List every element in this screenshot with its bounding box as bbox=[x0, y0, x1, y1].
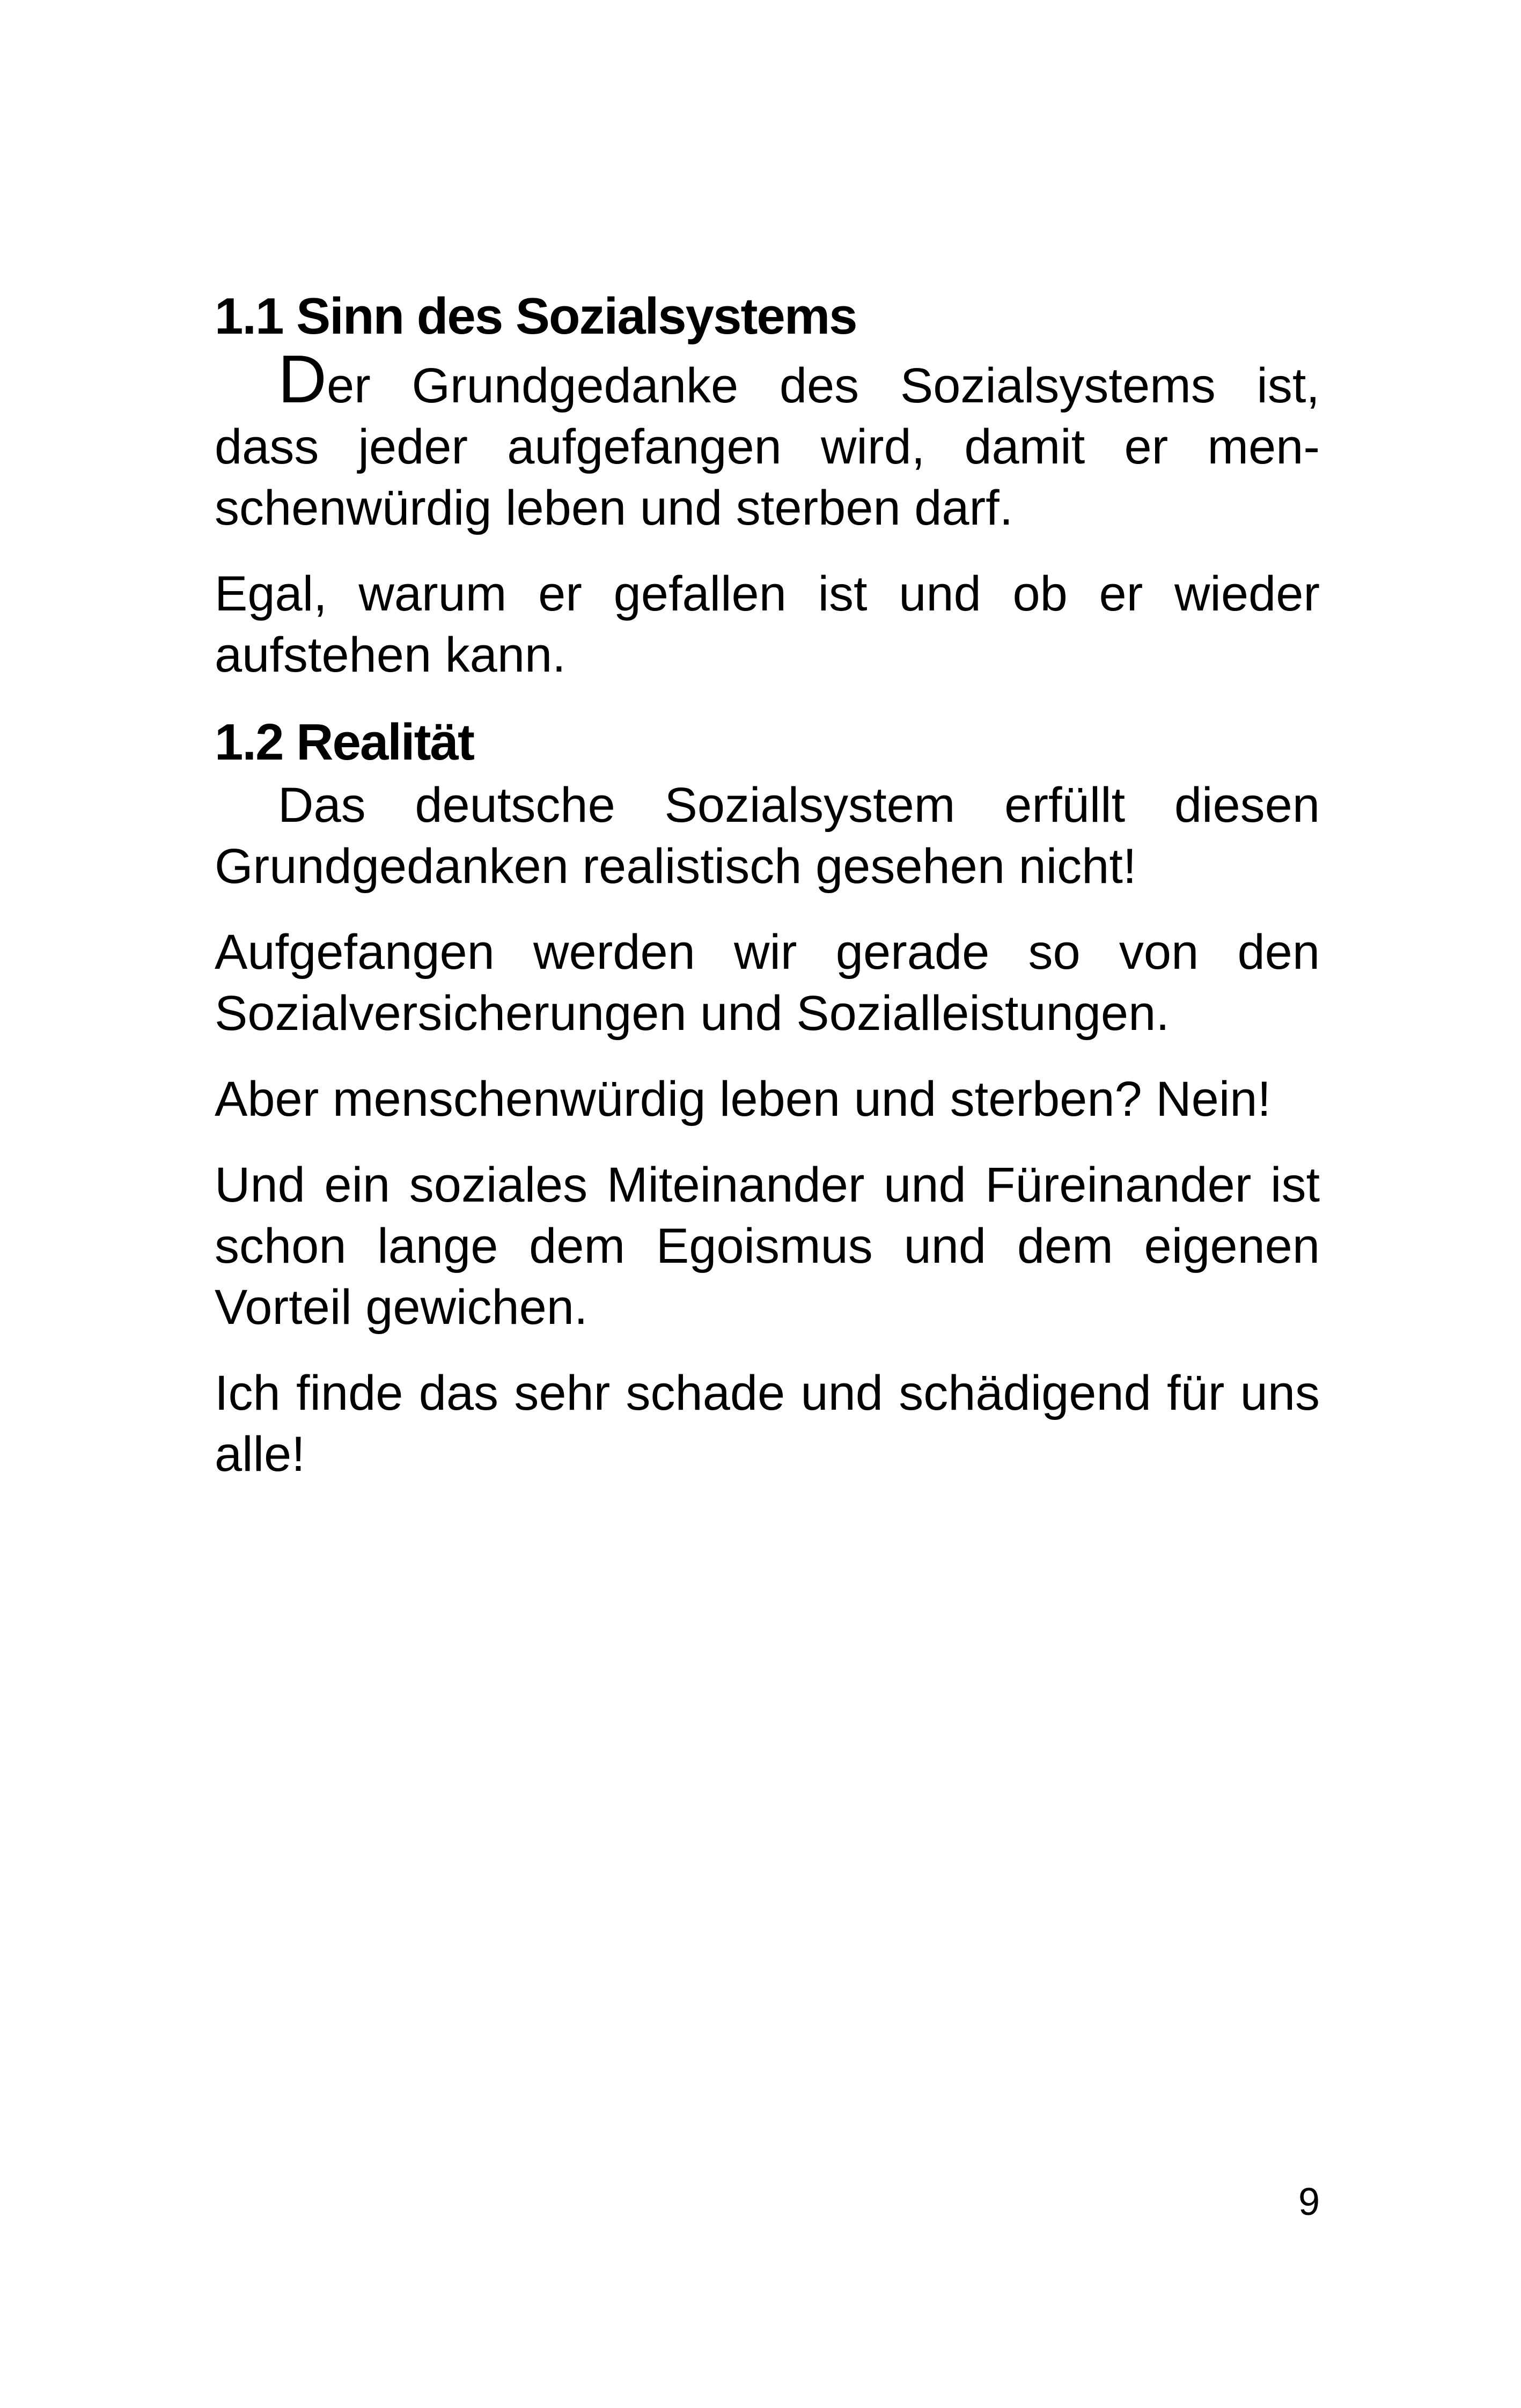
paragraph-egal: Egal, warum er gefallen ist und ob er wieder aufstehen kann. bbox=[215, 566, 1320, 682]
section-heading-sinn: 1.1 Sinn des Sozialsystems bbox=[215, 288, 857, 345]
paragraph-grundgedanke bbox=[215, 341, 1320, 539]
initial-letter: D bbox=[278, 341, 327, 417]
paragraph-miteinander: Und ein soziales Miteinander und Füreinander ist schon lange dem Egoismus und dem eigenen Vorteil gewichen. bbox=[215, 1158, 1320, 1335]
section-heading-realitaet: 1.2 Realität bbox=[215, 713, 474, 771]
page-number: 9 bbox=[1298, 2181, 1320, 2223]
paragraph-text: er Grundgedanke des Sozialsystems ist, dass jeder aufgefangen wird, damit er menschenwürdig leben und sterben darf. bbox=[215, 358, 1320, 535]
paragraph-deutsche-sozialsystem: Das deutsche Sozialsystem erfüllt diesen Grundgedanken realistisch gesehen nicht! bbox=[215, 778, 1320, 894]
page-content bbox=[215, 284, 1320, 1509]
paragraph-menschenwuerdig: Aber menschenwürdig leben und sterben? Nein! bbox=[215, 1072, 1272, 1126]
paragraph-schade: Ich finde das sehr schade und schädigend für uns alle! bbox=[215, 1366, 1320, 1482]
paragraph-aufgefangen: Aufgefangen werden wir gerade so von den Sozialversicherungen und Sozialleistungen. bbox=[215, 925, 1320, 1041]
